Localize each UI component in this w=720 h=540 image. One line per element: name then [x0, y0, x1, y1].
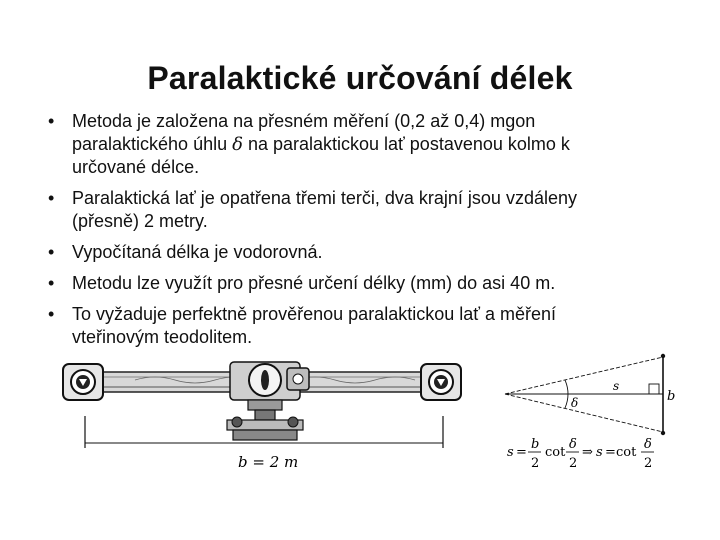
svg-text:=: =	[516, 445, 527, 460]
svg-text:2: 2	[569, 456, 578, 471]
svg-text:δ: δ	[644, 437, 652, 452]
svg-text:s: s	[507, 445, 514, 460]
svg-text:s: s	[613, 379, 620, 393]
dimension-label: b = 2 m	[238, 453, 299, 471]
right-target	[421, 364, 461, 400]
svg-text:cot: cot	[545, 445, 566, 460]
center-target	[230, 362, 309, 400]
bullet-item: • To vyžaduje perfektně prověřenou paralaktickou lať a měření vteřinovým teodolitem.	[48, 303, 648, 349]
lower-ray	[505, 394, 663, 432]
svg-text:cot: cot	[616, 445, 637, 460]
triangle-figure	[495, 350, 685, 475]
svg-text:δ: δ	[571, 396, 579, 410]
svg-text:⇒: ⇒	[582, 445, 593, 460]
svg-text:2: 2	[644, 456, 653, 471]
svg-text:s: s	[596, 445, 603, 460]
upper-ray	[505, 357, 663, 394]
right-angle-mark	[649, 384, 659, 394]
delta-symbol: δ	[232, 134, 243, 155]
paralactic-bar-figure	[55, 350, 485, 475]
svg-text:b: b	[667, 389, 676, 404]
slide-title: Paralaktické určování délek	[147, 60, 573, 96]
bullet-item: • Metodu lze využít pro přesné určení délky (mm) do asi 40 m.	[48, 272, 648, 295]
bullet-text: Metoda je založena na přesném měření (0,2 až 0,4) mgon paralaktického úhlu	[72, 111, 536, 154]
bullet-item: • Vypočítaná délka je vodorovná.	[48, 241, 648, 264]
bullet-item: • Paralaktická lať je opatřena třemi terči, dva krajní jsou vzdáleny (přesně) 2 metry.	[48, 187, 648, 233]
bullet-list	[48, 110, 648, 357]
svg-text:2: 2	[531, 456, 540, 471]
svg-text:δ: δ	[569, 437, 577, 452]
svg-text:=: =	[605, 445, 616, 460]
bullet-text: na paralaktickou lať postavenou kolmo k určované délce.	[72, 134, 570, 177]
formula	[507, 437, 654, 471]
bullet-item	[48, 110, 648, 179]
tripod-head	[227, 400, 303, 440]
left-target	[63, 364, 103, 400]
svg-text:b: b	[531, 437, 540, 452]
